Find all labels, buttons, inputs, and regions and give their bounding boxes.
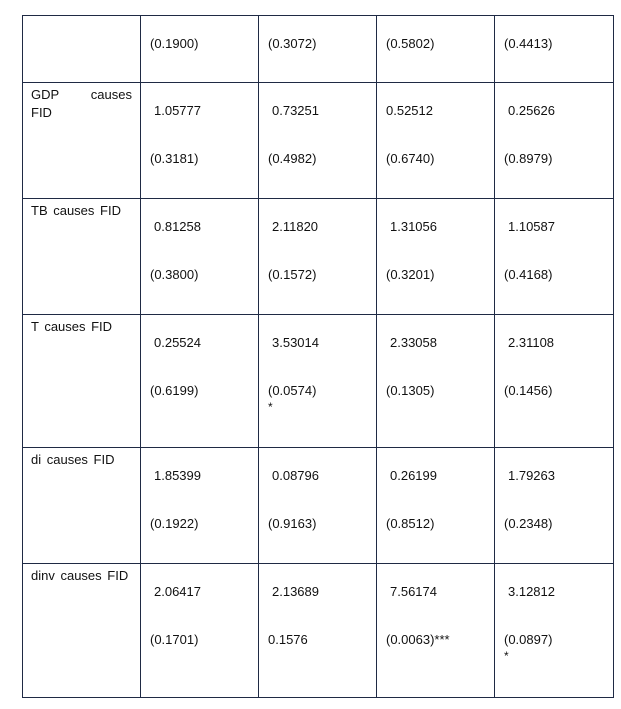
standard-error: (0.8979) bbox=[504, 151, 553, 166]
table-cell bbox=[377, 16, 495, 83]
table-cell bbox=[377, 315, 495, 448]
standard-error: (0.1701) bbox=[150, 632, 199, 647]
standard-error: (0.1572) bbox=[268, 267, 317, 282]
coefficient: 0.81258 bbox=[154, 219, 201, 234]
coefficient: 2.33058 bbox=[390, 335, 437, 350]
coefficient: 2.06417 bbox=[154, 584, 201, 599]
standard-error: (0.0897) bbox=[504, 632, 553, 647]
coefficient: 1.85399 bbox=[154, 468, 201, 483]
table-cell bbox=[377, 199, 495, 315]
table-cell bbox=[259, 83, 377, 199]
coefficient: 2.11820 bbox=[272, 219, 319, 234]
standard-error: (0.1900) bbox=[150, 36, 199, 51]
coefficient: 2.31108 bbox=[508, 335, 555, 350]
table-row bbox=[23, 16, 614, 83]
standard-error: (0.5802) bbox=[386, 36, 435, 51]
row-label: di causes FID bbox=[31, 452, 115, 467]
table-row bbox=[23, 199, 614, 315]
coefficient: 1.10587 bbox=[508, 219, 555, 234]
row-label: dinv causes FID bbox=[31, 568, 129, 583]
table-cell bbox=[259, 448, 377, 564]
standard-error: (0.3201) bbox=[386, 267, 435, 282]
table-cell bbox=[141, 199, 259, 315]
table-cell bbox=[259, 564, 377, 698]
coefficient: 0.52512 bbox=[386, 103, 433, 118]
table-row bbox=[23, 83, 614, 199]
table-cell bbox=[495, 564, 614, 698]
table-cell bbox=[259, 199, 377, 315]
table-row bbox=[23, 315, 614, 448]
row-label: TB causes FID bbox=[31, 203, 121, 218]
coefficient: 0.25626 bbox=[508, 103, 555, 118]
row-label: T causes FID bbox=[31, 319, 113, 334]
standard-error: (0.4413) bbox=[504, 36, 553, 51]
row-label: GDP causes FID bbox=[31, 87, 132, 120]
coefficient: 7.56174 bbox=[390, 584, 437, 599]
table-cell bbox=[495, 448, 614, 564]
table-cell bbox=[141, 83, 259, 199]
row-label-cell bbox=[23, 448, 141, 564]
table-cell bbox=[377, 564, 495, 698]
standard-error: (0.4982) bbox=[268, 151, 317, 166]
standard-error: 0.1576 bbox=[268, 632, 308, 647]
coefficient: 0.08796 bbox=[272, 468, 319, 483]
coefficient: 1.31056 bbox=[390, 219, 437, 234]
table-cell bbox=[495, 16, 614, 83]
coefficient: 1.05777 bbox=[154, 103, 201, 118]
row-label-cell bbox=[23, 315, 141, 448]
table-cell bbox=[259, 315, 377, 448]
significance-marker: * bbox=[268, 400, 273, 414]
row-label-cell bbox=[23, 83, 141, 199]
standard-error: (0.6740) bbox=[386, 151, 435, 166]
standard-error: (0.1305) bbox=[386, 383, 435, 398]
table-cell bbox=[495, 83, 614, 199]
standard-error: (0.4168) bbox=[504, 267, 553, 282]
standard-error: (0.9163) bbox=[268, 516, 317, 531]
coefficient: 3.12812 bbox=[508, 584, 555, 599]
significance-marker: * bbox=[504, 649, 509, 663]
table-cell bbox=[377, 448, 495, 564]
table-cell bbox=[141, 564, 259, 698]
standard-error: (0.8512) bbox=[386, 516, 435, 531]
standard-error: (0.0574) bbox=[268, 383, 317, 398]
table-cell bbox=[141, 16, 259, 83]
table-cell bbox=[141, 448, 259, 564]
coefficient: 3.53014 bbox=[272, 335, 319, 350]
coefficient: 1.79263 bbox=[508, 468, 555, 483]
table-row bbox=[23, 564, 614, 698]
standard-error: (0.2348) bbox=[504, 516, 553, 531]
standard-error: (0.3181) bbox=[150, 151, 199, 166]
standard-error: (0.3800) bbox=[150, 267, 199, 282]
row-label-cell bbox=[23, 199, 141, 315]
standard-error: (0.1922) bbox=[150, 516, 199, 531]
table-cell bbox=[495, 199, 614, 315]
coefficient: 0.25524 bbox=[154, 335, 201, 350]
standard-error: (0.3072) bbox=[268, 36, 317, 51]
standard-error: (0.1456) bbox=[504, 383, 553, 398]
table-cell bbox=[495, 315, 614, 448]
coefficient: 0.73251 bbox=[272, 103, 319, 118]
row-label-cell bbox=[23, 564, 141, 698]
row-label bbox=[23, 16, 140, 19]
table-row bbox=[23, 448, 614, 564]
coefficient: 0.26199 bbox=[390, 468, 437, 483]
standard-error: (0.0063)*** bbox=[386, 632, 450, 647]
causality-results-table bbox=[22, 15, 614, 698]
table-cell bbox=[141, 315, 259, 448]
standard-error: (0.6199) bbox=[150, 383, 199, 398]
table-cell bbox=[259, 16, 377, 83]
row-label-cell bbox=[23, 16, 141, 83]
table-cell bbox=[377, 83, 495, 199]
coefficient: 2.13689 bbox=[272, 584, 319, 599]
